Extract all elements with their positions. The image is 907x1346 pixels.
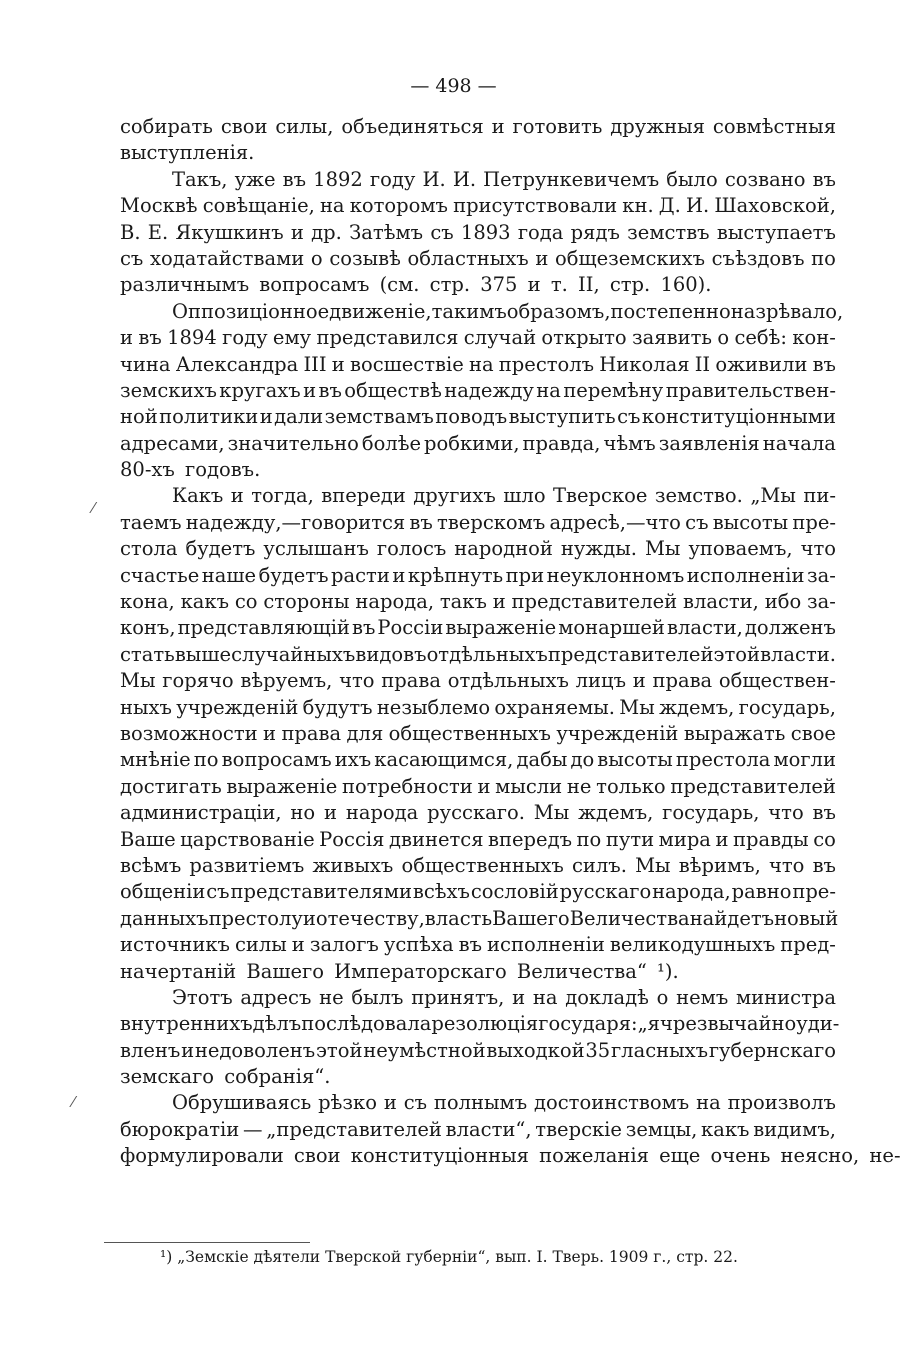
body-text — [120, 114, 901, 1170]
page-number: — 498 — — [410, 75, 497, 97]
text-line: ной политики и дали земствамъ поводъ выступить съ конституціонными — [120, 405, 836, 429]
text-line: общеніи съ представителями всѣхъ сословій русскаго народа, равно пре- — [120, 880, 836, 904]
text-line: администраціи, но и народа русскаго. Мы ждемъ, государь, что въ — [120, 801, 836, 825]
text-line: данныхъ престолу и отечеству, власть Вашего Величества найдетъ новый — [120, 906, 839, 930]
text-line: Ваше царствованіе Россія двинется впередъ по пути мира и правды со — [120, 827, 836, 851]
text-line: всѣмъ развитіемъ живыхъ общественныхъ силъ. Мы вѣримъ, что въ — [120, 853, 836, 877]
text-line: Обрушиваясь рѣзко и съ полнымъ достоинствомъ на произволъ — [172, 1091, 836, 1115]
text-line: мнѣніе по вопросамъ ихъ касающимся, дабы до высоты престола могли — [120, 748, 836, 772]
text-line: вленъ и недоволенъ этой неумѣстной выходкой 35 гласныхъ губернскаго — [120, 1038, 836, 1062]
text-line: 80-хъ годовъ. — [120, 458, 261, 482]
text-line: кона, какъ со стороны народа, такъ и представителей власти, ибо за- — [120, 590, 836, 614]
paragraph — [120, 1090, 901, 1169]
paragraph — [120, 114, 836, 167]
text-line: чина Александра III и восшествіе на престолъ Николая II оживили въ — [120, 352, 836, 376]
text-line: Мы горячо вѣруемъ, что права отдѣльныхъ лицъ и права обществен- — [120, 669, 836, 693]
text-line: таемъ надежду,—говорится въ тверскомъ адресѣ,—что съ высоты пре- — [120, 510, 836, 534]
text-line: съ ходатайствами о созывѣ областныхъ и общеземскихъ съѣздовъ по — [120, 246, 836, 270]
text-line: адресами, значительно болѣе робкими, правда, чѣмъ заявленія начала — [120, 431, 836, 455]
text-line: стола будетъ услышанъ голосъ народной нужды. Мы уповаемъ, что — [120, 537, 836, 561]
margin-pencil-mark: ⁄ — [92, 499, 95, 517]
footnote-divider — [104, 1242, 310, 1243]
text-line: различнымъ вопросамъ (см. стр. 375 и т. II, стр. 160). — [120, 273, 712, 297]
footnote-text: „Земскіе дѣятели Тверской губерніи“, вып. I. Тверь. 1909 г., стр. 22. — [177, 1248, 738, 1266]
paragraph — [120, 299, 844, 484]
margin-pencil-mark: ⁄ — [72, 1093, 75, 1111]
paragraph — [120, 483, 839, 984]
text-line: формулировали свои конституціонныя пожеланія еще очень неясно, не- — [120, 1144, 901, 1168]
footnote-marker: ¹) — [160, 1248, 173, 1266]
text-line: счастье наше будетъ расти и крѣпнуть при неуклонномъ исполненіи за- — [120, 563, 836, 587]
text-line: Этотъ адресъ не былъ принятъ, и на докладѣ о немъ министра — [172, 985, 836, 1009]
text-line: источникъ силы и залогъ успѣха въ исполненіи великодушныхъ пред- — [120, 933, 836, 957]
text-line: внутреннихъ дѣлъ послѣдовала резолюція государя: „я чрезвычайно уди- — [120, 1012, 840, 1036]
text-line: Какъ и тогда, впереди другихъ шло Тверское земство. „Мы пи- — [172, 484, 836, 508]
text-line: собирать свои силы, объединяться и готовить дружныя совмѣстныя — [120, 115, 836, 138]
text-line: бюрократіи — „представителей власти“, тверскіе земцы, какъ видимъ, — [120, 1117, 836, 1141]
text-line: начертаній Вашего Императорскаго Величества“ ¹). — [120, 959, 679, 983]
text-line: и въ 1894 году ему представился случай открыто заявить о себѣ: кон- — [120, 326, 836, 350]
text-line: земскихъ кругахъ и въ обществѣ надежду на перемѣну правительствен- — [120, 378, 836, 402]
text-line: стать выше случайныхъ видовъ отдѣльныхъ представителей этой власти. — [120, 642, 836, 666]
paragraph — [120, 985, 840, 1091]
text-line: выступленія. — [120, 141, 255, 165]
paragraph — [120, 167, 836, 299]
text-line: Оппозиціонное движеніе, такимъ образомъ, постепенно назрѣвало, — [172, 299, 844, 323]
text-line: Такъ, уже въ 1892 году И. И. Петрункевичемъ было созвано въ — [172, 167, 836, 191]
text-line: возможности и права для общественныхъ учрежденій выражать свое — [120, 721, 836, 745]
text-line: достигать выраженіе потребности и мысли не только представителей — [120, 774, 836, 798]
text-line: конъ, представляющій въ Россіи выраженіе монаршей власти, долженъ — [120, 616, 836, 640]
text-line: ныхъ учрежденій будутъ незыблемо охраняемы. Мы ждемъ, государь, — [120, 695, 836, 719]
text-line: Москвѣ совѣщаніе, на которомъ присутствовали кн. Д. И. Шаховской, — [120, 194, 836, 218]
text-line: В. Е. Якушкинъ и др. Затѣмъ съ 1893 года рядъ земствъ выступаетъ — [120, 220, 836, 244]
text-line: земскаго собранія“. — [120, 1065, 331, 1089]
footnote — [160, 1246, 738, 1268]
